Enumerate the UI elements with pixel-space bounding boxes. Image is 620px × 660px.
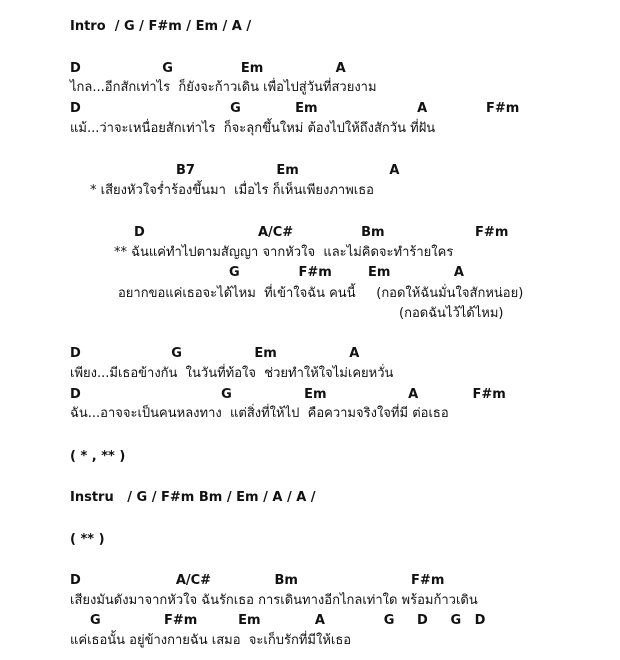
chorus-chord-line-2: G F#m Em A: [229, 265, 464, 280]
outro-chord-line-1: D A/C# Bm F#m: [70, 573, 445, 588]
chorus-lyric-line-1: ** ฉันแค่ทำไปตามสัญญา จากหัวใจ และไม่คิดจะทำร้ายใคร: [114, 245, 454, 260]
instru-chords: Instru / G / F#m Bm / Em / A / A /: [70, 490, 316, 505]
chorus-chord-line-1: D A/C# Bm F#m: [134, 225, 509, 240]
verse1-lyric-line-1: ไกล...อีกสักเท่าไร ก็ยังจะก้าวเดิน เพื่อไปสู่วันที่สวยงาม: [70, 80, 377, 95]
outro-lyric-line-2: แค่เธอนั้น อยู่ข้างกายฉัน เสมอ จะเก็บรักที่มีให้เธอ: [70, 633, 352, 648]
verse1-lyric-line-2: แม้...ว่าจะเหนื่อยสักเท่าไร ก็จะลุกขึ้นใหม่ ต้องไปให้ถึงสักวัน ที่ฝัน: [70, 121, 436, 136]
verse1-chord-line-1: D G Em A: [70, 61, 346, 76]
verse2-lyric-line-2: ฉัน...อาจจะเป็นคนหลงทาง แต่สิ่งที่ให้ไป คือความจริงใจที่มี ต่อเธอ: [70, 406, 449, 421]
outro-lyric-line-1: เสียงมันดังมาจากหัวใจ ฉันรักเธอ การเดินทางอีกไกลเท่าใด พร้อมก้าวเดิน: [70, 593, 478, 608]
prechorus-lyric-line: * เสียงหัวใจร่ำร้องขึ้นมา เมื่อไร ก็เห็นเพียงภาพเธอ: [90, 183, 374, 198]
verse2-lyric-line-1: เพียง...มีเธอข้างกัน ในวันที่ท้อใจ ช่วยทำให้ใจไม่เคยหวั่น: [70, 366, 394, 381]
outro-chord-line-2: G F#m Em A G D G D: [90, 613, 486, 628]
verse2-chord-line-2: D G Em A F#m: [70, 387, 506, 402]
repeat-marker-1: ( * , ** ): [70, 449, 126, 464]
repeat-marker-2: ( ** ): [70, 532, 105, 547]
intro-chords: Intro / G / F#m / Em / A /: [70, 19, 252, 34]
prechorus-chord-line: B7 Em A: [176, 163, 400, 178]
verse1-chord-line-2: D G Em A F#m: [70, 101, 520, 116]
chorus-lyric-line-2: อยากขอแค่เธอจะได้ไหม ที่เข้าใจฉัน คนนี้ (กอดให้ฉันมั่นใจสักหน่อย): [118, 286, 524, 301]
chorus-lyric-line-3: (กอดฉันไว้ได้ไหม): [399, 306, 504, 321]
verse2-chord-line-1: D G Em A: [70, 346, 360, 361]
